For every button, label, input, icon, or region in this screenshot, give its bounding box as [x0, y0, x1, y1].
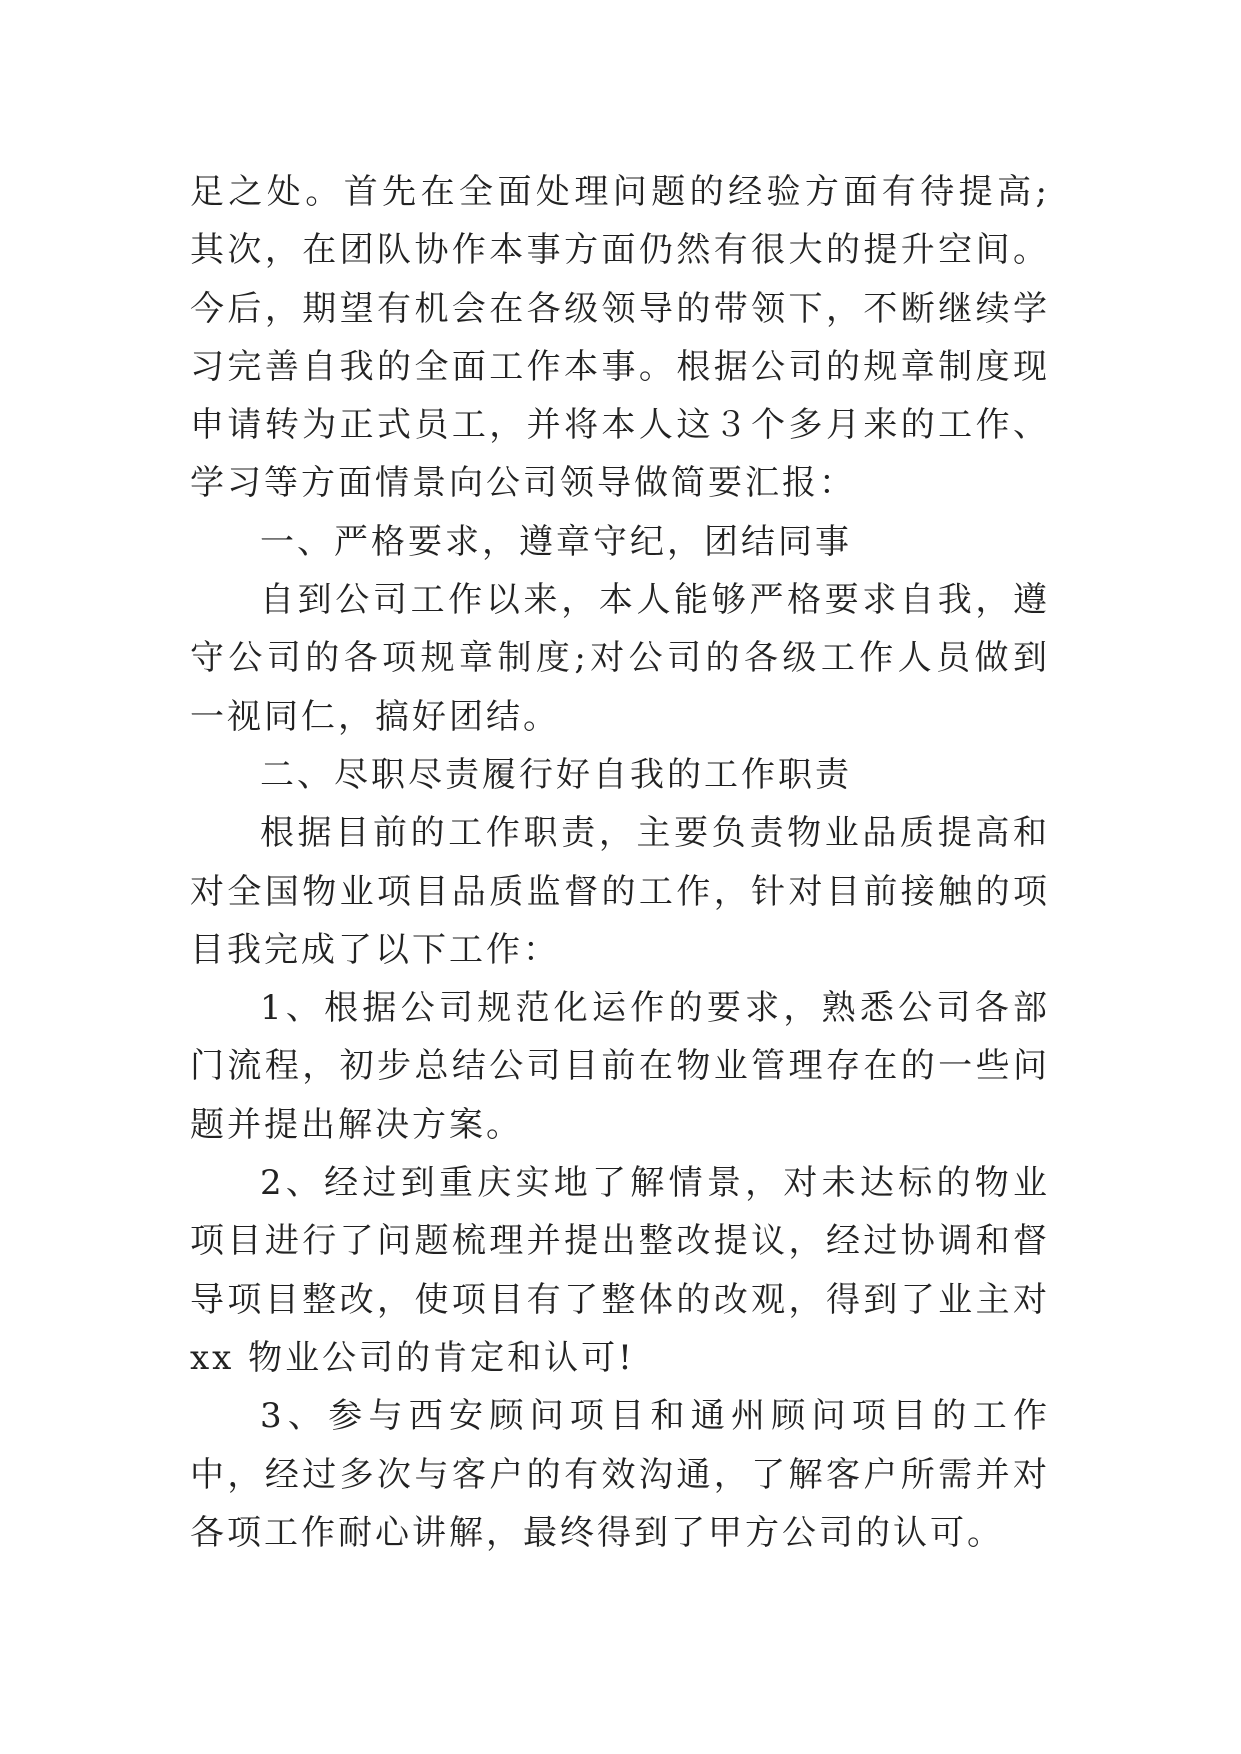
- paragraph-continuation: 足之处。首先在全面处理问题的经验方面有待提高;其次，在团队协作本事方面仍然有很大的提升空间。今后，期望有机会在各级领导的带领下，不断继续学习完善自我的全面工作本事。根据公司的规章制度现申请转为正式员工，并将本人这３个多月来的工作、学习等方面情景向公司领导做简要汇报：: [190, 172, 1050, 504]
- section-heading-1: 一、严格要求，遵章守纪，团结同事: [260, 521, 852, 562]
- list-item-2: 2、经过到重庆实地了解情景，对未达标的物业项目进行了问题梳理并提出整改提议，经过协调和督导项目整改，使项目有了整体的改观，得到了业主对 xx 物业公司的肯定和认可!: [190, 1163, 1050, 1378]
- paragraph-discipline: 自到公司工作以来，本人能够严格要求自我，遵守公司的各项规章制度;对公司的各级工作人员做到一视同仁，搞好团结。: [190, 580, 1050, 737]
- document-body: [190, 163, 1050, 1562]
- section-heading-2: 二、尽职尽责履行好自我的工作职责: [260, 754, 852, 795]
- paragraph-duties: 根据目前的工作职责，主要负责物业品质提高和对全国物业项目品质监督的工作，针对目前接触的项目我完成了以下工作：: [190, 813, 1050, 970]
- list-item-1: 1、根据公司规范化运作的要求，熟悉公司各部门流程，初步总结公司目前在物业管理存在的一些问题并提出解决方案。: [190, 988, 1050, 1145]
- list-item-3: 3、参与西安顾问项目和通州顾问项目的工作中，经过多次与客户的有效沟通，了解客户所需并对各项工作耐心讲解，最终得到了甲方公司的认可。: [190, 1396, 1050, 1553]
